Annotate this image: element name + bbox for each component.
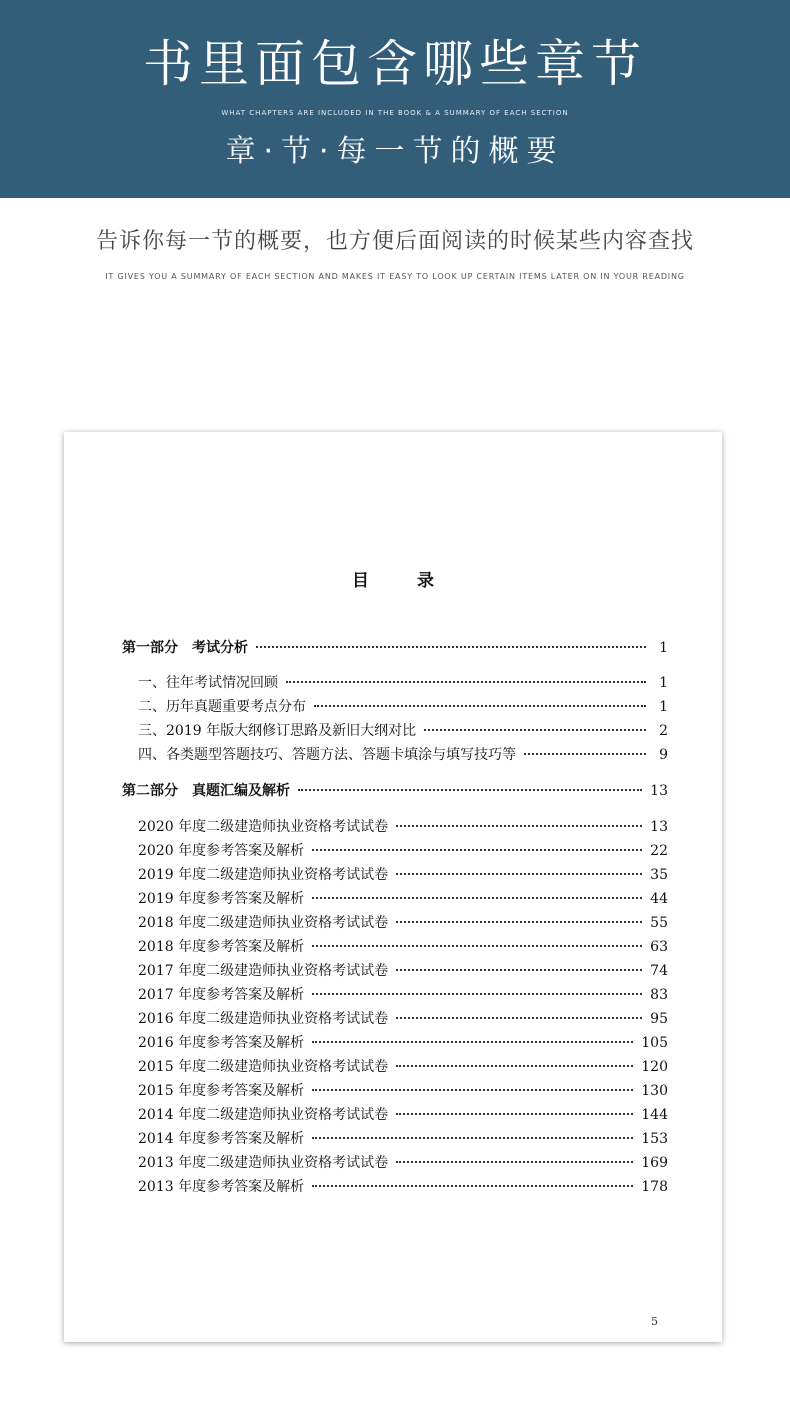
banner-subtitle: 章·节·每一节的概要 — [225, 134, 565, 169]
table-of-contents — [122, 637, 668, 1200]
toc-entry-page: 169 — [641, 1155, 668, 1171]
toc-entry — [122, 1152, 668, 1176]
leader-dots — [396, 1017, 642, 1019]
toc-entry — [122, 696, 668, 720]
toc-part-2 — [122, 780, 668, 804]
toc-entry-title: 2016 年度二级建造师执业资格考试试卷 — [138, 1011, 389, 1027]
toc-entry-page: 144 — [641, 1107, 668, 1123]
toc-part-1 — [122, 637, 668, 661]
toc-entry — [122, 672, 668, 696]
leader-dots — [396, 969, 642, 971]
toc-entry-page: 63 — [650, 939, 668, 955]
tagline: 告诉你每一节的概要，也方便后面阅读的时候某些内容查找 — [95, 229, 694, 254]
toc-entry-page: 13 — [650, 819, 668, 835]
toc-page: 1 — [659, 640, 668, 656]
leader-dots — [312, 945, 642, 947]
page-number: 5 — [651, 1315, 658, 1328]
toc-entry — [122, 960, 668, 984]
toc-entry-page: 55 — [650, 915, 668, 931]
leader-dots — [312, 1137, 633, 1139]
leader-dots — [396, 825, 642, 827]
toc-entry-page: 153 — [641, 1131, 668, 1147]
toc-entry-title: 2018 年度二级建造师执业资格考试试卷 — [138, 915, 389, 931]
toc-entry-title: 二、历年真题重要考点分布 — [138, 699, 306, 715]
toc-part-1-list — [122, 672, 668, 768]
leader-dots — [312, 849, 642, 851]
toc-entry-title: 2014 年度二级建造师执业资格考试试卷 — [138, 1107, 389, 1123]
leader-dots — [396, 921, 642, 923]
toc-entry-title: 2015 年度参考答案及解析 — [138, 1083, 305, 1099]
toc-entry — [122, 984, 668, 1008]
toc-entry — [122, 1056, 668, 1080]
toc-entry — [122, 1176, 668, 1200]
toc-part-2-list — [122, 816, 668, 1200]
toc-entry-title: 2017 年度二级建造师执业资格考试试卷 — [138, 963, 389, 979]
toc-entry-page: 120 — [641, 1059, 668, 1075]
toc-entry — [122, 816, 668, 840]
toc-entry-page: 83 — [650, 987, 668, 1003]
toc-entry-title: 2013 年度参考答案及解析 — [138, 1179, 305, 1195]
toc-entry-page: 1 — [659, 675, 668, 691]
toc-entry-page: 1 — [659, 699, 668, 715]
leader-dots — [286, 681, 646, 683]
toc-entry — [122, 1032, 668, 1056]
toc-entry-title: 2014 年度参考答案及解析 — [138, 1131, 305, 1147]
toc-entry-page: 9 — [659, 747, 668, 763]
toc-title-left: 目 — [352, 571, 369, 591]
leader-dots — [312, 993, 642, 995]
toc-entry-title: 2015 年度二级建造师执业资格考试试卷 — [138, 1059, 389, 1075]
leader-dots — [396, 1113, 633, 1115]
toc-entry-title: 2017 年度参考答案及解析 — [138, 987, 305, 1003]
leader-dots — [424, 729, 646, 731]
toc-entry-page: 105 — [641, 1035, 668, 1051]
toc-entry-title: 2019 年度参考答案及解析 — [138, 891, 305, 907]
toc-entry-page: 130 — [641, 1083, 668, 1099]
toc-entry-page: 44 — [650, 891, 668, 907]
toc-part-title: 第二部分 真题汇编及解析 — [122, 783, 290, 799]
banner-subtitle-en: WHAT CHAPTERS ARE INCLUDED IN THE BOOK & A SUMMARY OF EACH SECTION — [221, 109, 569, 117]
leader-dots — [298, 789, 642, 791]
leader-dots — [396, 1161, 633, 1163]
toc-entry-title: 2018 年度参考答案及解析 — [138, 939, 305, 955]
toc-entry-page: 74 — [650, 963, 668, 979]
toc-entry — [122, 1104, 668, 1128]
toc-entry — [122, 936, 668, 960]
book-page — [64, 432, 722, 1342]
toc-entry-title: 2013 年度二级建造师执业资格考试试卷 — [138, 1155, 389, 1171]
toc-entry-title: 2016 年度参考答案及解析 — [138, 1035, 305, 1051]
leader-dots — [524, 753, 646, 755]
toc-entry — [122, 744, 668, 768]
toc-entry-title: 四、各类题型答题技巧、答题方法、答题卡填涂与填写技巧等 — [138, 747, 516, 763]
toc-entry — [122, 912, 668, 936]
leader-dots — [312, 1041, 633, 1043]
toc-entry-page: 35 — [650, 867, 668, 883]
toc-entry-page: 2 — [659, 723, 668, 739]
toc-entry — [122, 864, 668, 888]
header-banner — [0, 0, 790, 198]
toc-entry-title: 2019 年度二级建造师执业资格考试试卷 — [138, 867, 389, 883]
leader-dots — [312, 1089, 633, 1091]
toc-entry-title: 一、往年考试情况回顾 — [138, 675, 278, 691]
toc-entry — [122, 840, 668, 864]
toc-entry-title: 三、2019 年版大纲修订思路及新旧大纲对比 — [138, 723, 417, 739]
tagline-en: IT GIVES YOU A SUMMARY OF EACH SECTION AND MAKES IT EASY TO LOOK UP CERTAIN ITEMS LATER ON IN YOUR READING — [105, 272, 685, 281]
leader-dots — [312, 1185, 633, 1187]
toc-entry-page: 178 — [641, 1179, 668, 1195]
leader-dots — [256, 646, 646, 648]
toc-entry — [122, 720, 668, 744]
toc-entry — [122, 1008, 668, 1032]
toc-entry-title: 2020 年度参考答案及解析 — [138, 843, 305, 859]
banner-title: 书里面包含哪些章节 — [143, 35, 647, 93]
toc-entry-title: 2020 年度二级建造师执业资格考试试卷 — [138, 819, 389, 835]
toc-title — [64, 566, 722, 591]
toc-entry-page: 95 — [650, 1011, 668, 1027]
leader-dots — [396, 1065, 633, 1067]
toc-entry — [122, 888, 668, 912]
toc-page: 13 — [650, 783, 668, 799]
leader-dots — [312, 897, 642, 899]
toc-part-title: 第一部分 考试分析 — [122, 640, 248, 656]
toc-entry-page: 22 — [650, 843, 668, 859]
leader-dots — [314, 705, 646, 707]
toc-title-right: 录 — [417, 571, 434, 591]
toc-entry — [122, 1128, 668, 1152]
toc-entry — [122, 1080, 668, 1104]
leader-dots — [396, 873, 642, 875]
